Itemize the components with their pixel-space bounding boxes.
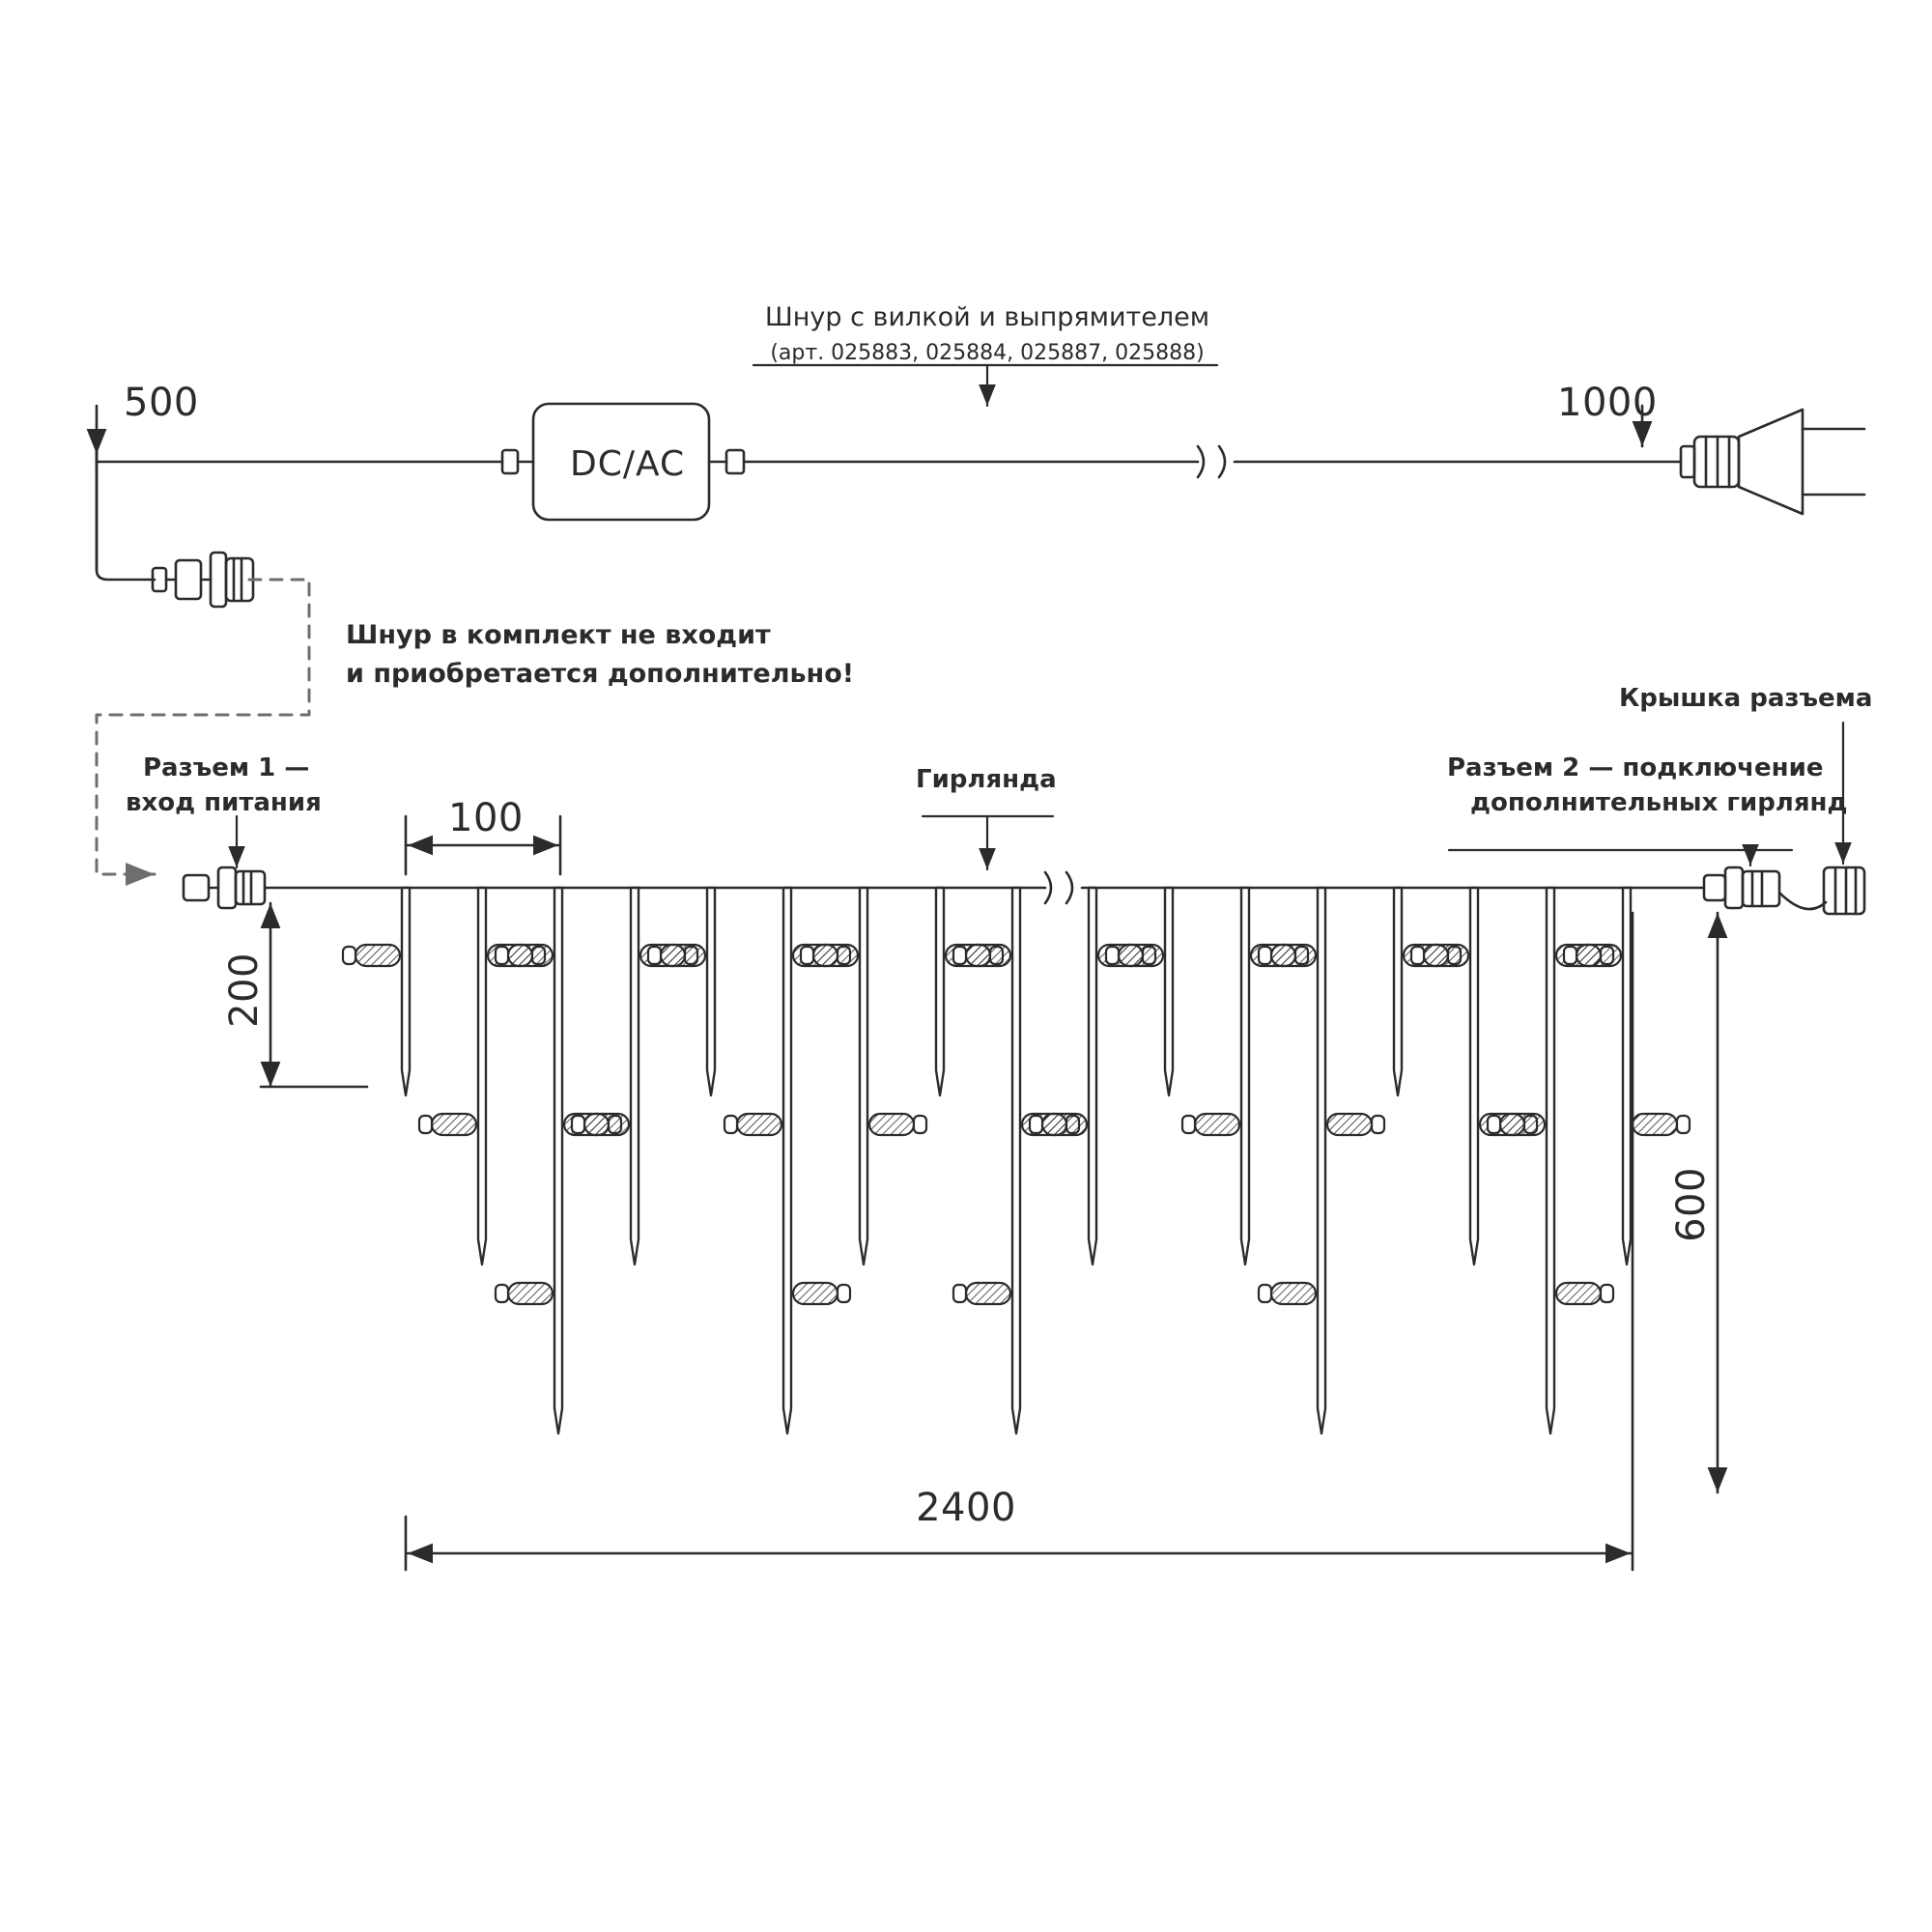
dimension-600: 600 <box>1668 1167 1714 1242</box>
rectifier-label: DC/AC <box>570 444 686 484</box>
connector2-label-line2: дополнительных гирлянд <box>1470 788 1848 817</box>
dimension-200: 200 <box>221 952 267 1028</box>
cord-not-included-note-line1: Шнур в комплект не входит <box>346 620 771 650</box>
connector1-label-line2: вход питания <box>126 788 322 817</box>
connector2-label-line1: Разъем 2 — подключение <box>1447 753 1824 782</box>
cord-not-included-note-line2: и приобретается дополнительно! <box>346 659 855 689</box>
connector-cap-label: Крышка разъема <box>1619 684 1873 713</box>
cord-title-label: Шнур с вилкой и выпрямителем <box>764 302 1210 332</box>
dimension-500: 500 <box>124 381 199 425</box>
cord-articles-label: (арт. 025883, 025884, 025887, 025888) <box>770 341 1205 365</box>
connector1-label-line1: Разъем 1 — <box>143 753 310 782</box>
dimension-100: 100 <box>448 796 524 840</box>
dimension-1000: 1000 <box>1557 381 1658 425</box>
dimension-2400: 2400 <box>916 1486 1016 1530</box>
garland-label: Гирлянда <box>916 765 1057 794</box>
